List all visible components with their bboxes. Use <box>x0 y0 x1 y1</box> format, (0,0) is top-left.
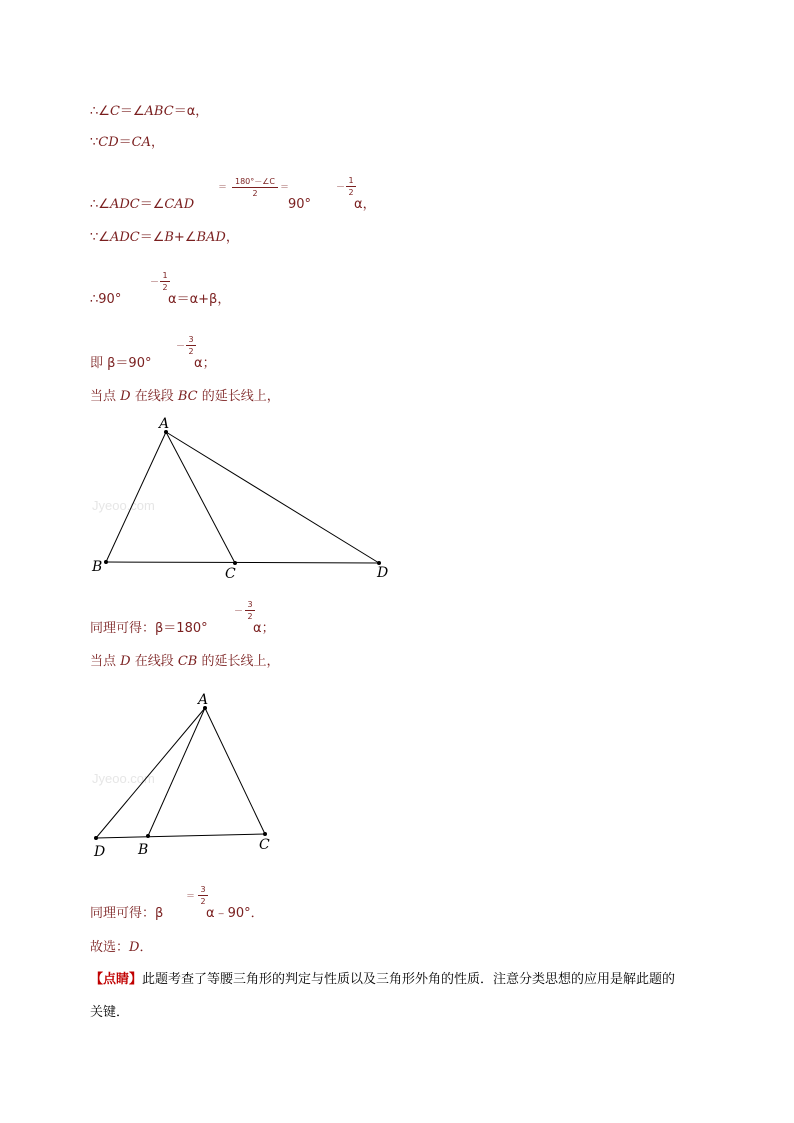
text: BAD <box>196 230 226 245</box>
text: CA <box>131 135 152 150</box>
text: D <box>120 654 131 669</box>
vertex-label-c: C <box>225 566 236 582</box>
vertex-label-b: B <box>138 842 149 858</box>
step-line-8: 同理可得：β＝180° <box>90 621 208 636</box>
numerator: 1 <box>348 176 354 185</box>
vertex-dot <box>146 834 150 838</box>
vertex-label-d: D <box>94 844 106 860</box>
text: ADC <box>109 197 140 212</box>
alpha-tail: α﹣90°． <box>206 906 264 921</box>
vertex-label-b: B <box>92 559 103 575</box>
alpha-tail: α， <box>354 197 376 212</box>
minus-sign: － <box>176 342 186 352</box>
text: ＝∠ <box>119 104 145 119</box>
text: 当点 <box>90 654 121 669</box>
text: +∠ <box>173 230 197 245</box>
text: ＝∠ <box>139 197 165 212</box>
denominator: 2 <box>188 347 194 356</box>
vertex-label-a: A <box>198 692 209 708</box>
minus-sign: － <box>150 278 160 288</box>
comment-bracket: 【点睛】 <box>90 972 143 987</box>
text: 的延长线上， <box>197 654 280 669</box>
numerator: 1 <box>162 271 168 280</box>
text: BC <box>177 389 198 404</box>
vertex-label-d: D <box>377 565 389 581</box>
vertex-dot <box>94 836 98 840</box>
denominator: 2 <box>247 612 253 621</box>
text: 的延长线上， <box>197 389 280 404</box>
text: D <box>129 940 140 955</box>
text: B <box>164 230 174 245</box>
comment-line <box>90 972 675 988</box>
segment-dc <box>96 834 265 838</box>
numerator: 3 <box>188 335 194 344</box>
text: ∴∠ <box>90 197 110 212</box>
equals-sign: ＝ <box>218 183 228 193</box>
equals-sign: ＝ <box>280 183 290 193</box>
text: ， <box>225 230 239 245</box>
segment-ab <box>148 708 205 836</box>
text: ＝ <box>118 135 132 150</box>
numerator: 3 <box>247 600 253 609</box>
minus-sign: － <box>336 183 346 193</box>
text: CB <box>177 654 198 669</box>
text: ADC <box>109 230 140 245</box>
segment-ac <box>205 708 265 834</box>
text: ∵∠ <box>90 230 110 245</box>
equals-sign: ＝ <box>186 892 196 902</box>
step-line-5: ∴90° <box>90 292 122 307</box>
text: C <box>109 104 120 119</box>
text: 此题考查了等腰三角形的判定与性质以及三角形外角的性质．注意分类思想的应用是解此题的 <box>142 972 676 987</box>
step-line-10: 同理可得：β <box>90 906 164 921</box>
vertex-dot <box>263 832 267 836</box>
text: D <box>120 389 131 404</box>
vertex-label-c: C <box>259 837 270 853</box>
watermark: Jyeoo.com <box>92 771 155 786</box>
fraction-bar <box>198 895 208 896</box>
answer-line <box>90 940 152 956</box>
denominator: 2 <box>252 189 258 198</box>
alpha-tail: α； <box>194 356 216 371</box>
step-line-6: 即 β＝90° <box>90 356 152 371</box>
text: ABC <box>144 104 174 119</box>
text: ∵ <box>90 135 99 150</box>
comment-line-end: 关键． <box>90 1005 130 1020</box>
text: ＝α， <box>173 104 209 119</box>
alpha-tail: α； <box>253 621 275 636</box>
text: 在线段 <box>130 389 178 404</box>
alpha-tail: α＝α+β， <box>168 292 231 307</box>
text: 当点 <box>90 389 121 404</box>
text: CD <box>98 135 119 150</box>
numerator: 180°－∠C <box>234 177 276 186</box>
text: 故选： <box>90 940 130 955</box>
fraction-three-halves <box>198 885 208 906</box>
vertex-label-a: A <box>159 416 170 432</box>
numerator: 3 <box>200 885 206 894</box>
watermark: Jyeoo.com <box>92 498 155 513</box>
text: ＝∠ <box>139 230 165 245</box>
text: 在线段 <box>130 654 178 669</box>
denominator: 2 <box>162 283 168 292</box>
text: ， <box>151 135 165 150</box>
denominator: 2 <box>200 897 206 906</box>
text: CAD <box>164 197 195 212</box>
text: ∴∠ <box>90 104 110 119</box>
minus-sign: － <box>234 607 244 617</box>
degree-value: 90° <box>288 197 312 212</box>
denominator: 2 <box>348 188 354 197</box>
text: ． <box>139 940 153 955</box>
